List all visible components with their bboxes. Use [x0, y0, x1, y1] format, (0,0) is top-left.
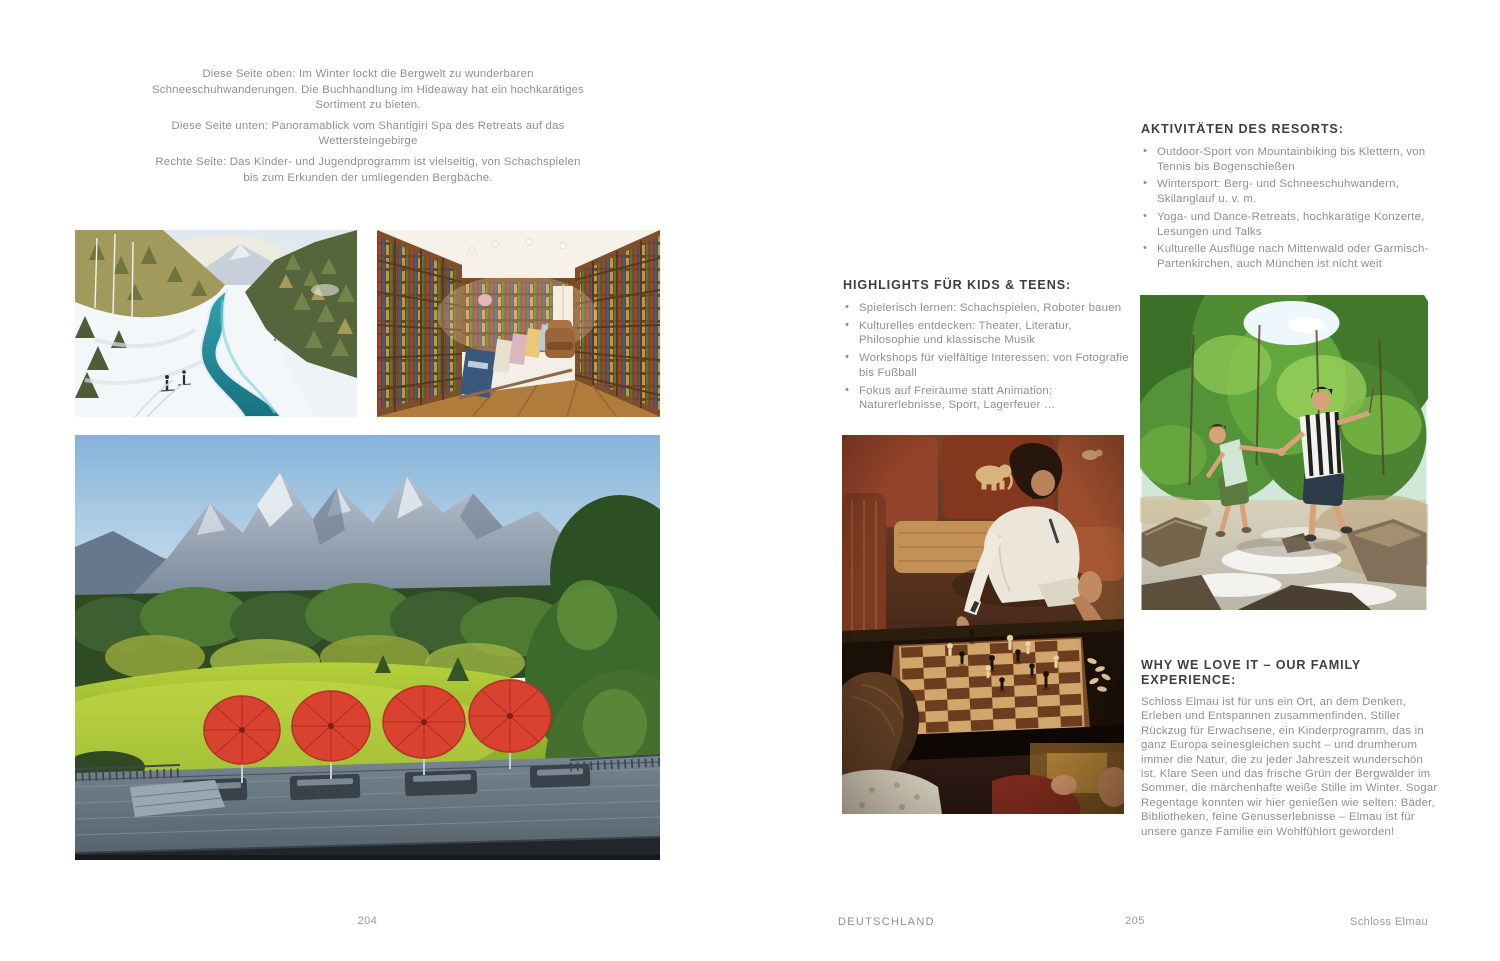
footer-country-label: DEUTSCHLAND	[838, 916, 935, 928]
caption-block	[148, 67, 588, 191]
armchair	[545, 320, 575, 358]
section-why-we-love-it	[1141, 658, 1440, 839]
chess-illustration	[842, 435, 1124, 814]
activities-heading: AKTIVITÄTEN DES RESORTS:	[1141, 122, 1344, 136]
joined-hands	[1278, 448, 1286, 456]
why-heading: WHY WE LOVE IT – OUR FAMILY EXPERIENCE:	[1141, 658, 1361, 687]
winter-landscape-illustration	[75, 230, 357, 417]
bookstore-illustration	[377, 230, 660, 417]
highlights-list	[843, 301, 1135, 413]
winter-landscape-photo	[75, 230, 357, 417]
list-item: • Kulturelle Ausflüge nach Mittenwald oder Garmisch-Partenkirchen, auch München ist nicht weit	[1141, 242, 1439, 271]
page-number-left: 204	[357, 915, 378, 927]
page-number-right: 205	[1125, 915, 1145, 927]
panorama-photo	[75, 435, 660, 860]
caption-this-page-bottom: Diese Seite unten: Panoramablick vom Shantigiri Spa des Retreats auf das Wettersteingebirge	[171, 119, 565, 148]
panorama-illustration	[75, 435, 660, 860]
list-item: • Spielerisch lernen: Schachspielen, Roboter bauen	[843, 301, 1135, 316]
list-item: • Wintersport: Berg- und Schneeschuhwandern, Skilanglauf u. v. m.	[1141, 177, 1439, 206]
activities-list	[1141, 145, 1439, 272]
caption-right-page: Rechte Seite: Das Kinder- und Jugendprogramm ist vielseitig, von Schachspielen bis zum Erkunden der umliegenden Bergbäche.	[155, 155, 581, 184]
list-item: • Workshops für vielfältige Interessen: von Fotografie bis Fußball	[843, 351, 1135, 380]
stream-crossing-photo	[1140, 295, 1428, 610]
section-highlights	[843, 278, 1135, 416]
stream-illustration	[1140, 295, 1428, 610]
footer-hotel-label: Schloss Elmau	[1350, 916, 1428, 928]
list-item: • Fokus auf Freiräume statt Animation: Naturerlebnisse, Sport, Lagerfeuer …	[843, 384, 1135, 413]
list-item: • Yoga- und Dance-Retreats, hochkarätige Konzerte, Lesungen und Talks	[1141, 210, 1439, 239]
list-item: • Outdoor-Sport von Mountainbiking bis Klettern, von Tennis bis Bogenschießen	[1141, 145, 1439, 174]
why-paragraph: Schloss Elmau ist für uns ein Ort, an dem Denken, Erleben und Entspannen zusammenfinden. Stiller Rückzug für Erwachsene, ein Kinderprogramm, das in ganz Europa seinesgleichen sucht – und drumherum immer die Natur, die zu jeder Jahreszeit wunderschön ist. Klare Seen und das frische Grün der Bergwälder im Sommer, die märchenhafte weiße Stille im Winter. Sogar Regentage konnten wir hier genießen wie selten: Bäder, Bibliotheken, feine Genusserlebnisse – Elmau ist für unsere ganze Familie ein Wohlfühlort geworden!	[1141, 696, 1438, 838]
list-item: • Kulturelles entdecken: Theater, Literatur, Philosophie und klassische Musik	[843, 319, 1135, 348]
section-activities	[1141, 122, 1439, 275]
bookstore-photo	[377, 230, 660, 417]
chess-photo	[842, 435, 1124, 814]
caption-this-page-top: Diese Seite oben: Im Winter lockt die Bergwelt zu wunderbaren Schneeschuhwanderungen. Die Buchhandlung im Hideaway hat ein hochkarätiges Sortiment zu bieten.	[151, 68, 585, 112]
highlights-heading: HIGHLIGHTS FÜR KIDS & TEENS:	[843, 278, 1072, 292]
